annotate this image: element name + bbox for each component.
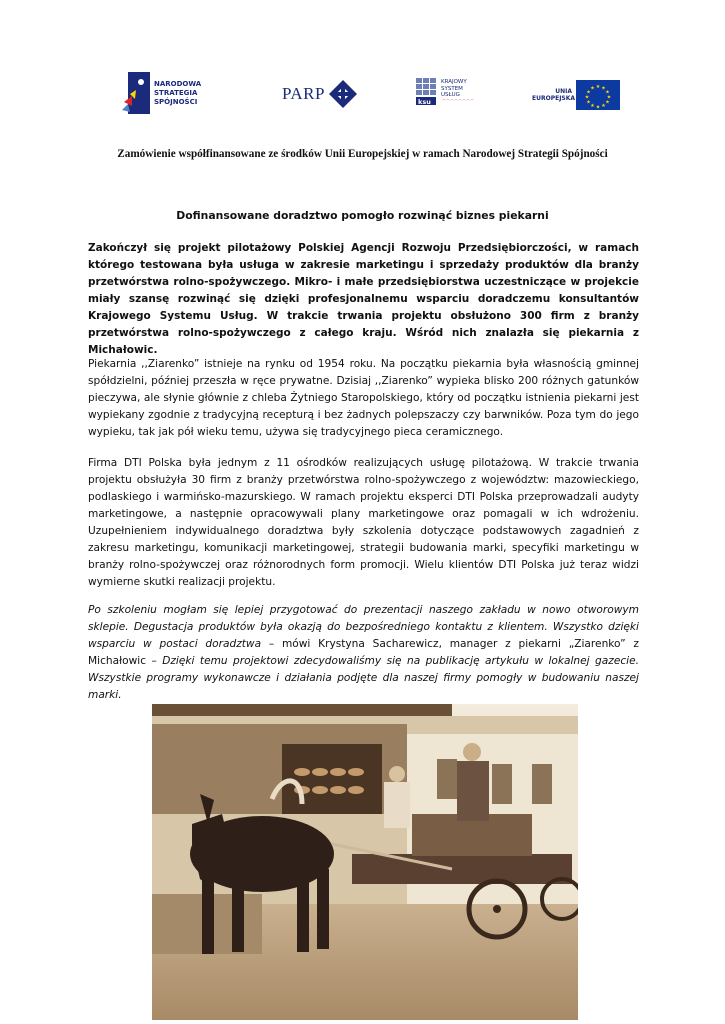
ksu-tagline-decoration: ⌒⌒⌒⌒⌒⌒⌒⌒ — [441, 98, 473, 104]
svg-text:ksu: ksu — [418, 98, 431, 106]
parp-logo — [282, 80, 357, 108]
svg-text:★: ★ — [590, 103, 595, 109]
svg-text:★: ★ — [595, 104, 601, 110]
ksu-logo-text — [441, 79, 473, 105]
ksu-line-3: USŁUG — [441, 92, 460, 98]
parp-diamond-icon — [329, 80, 357, 108]
nss-logo — [122, 72, 232, 114]
svg-text:★: ★ — [590, 85, 595, 92]
article-title: Dofinansowane doradztwo pomogło rozwinąć biznes piekarni — [176, 209, 549, 222]
article-paragraph-1: Piekarnia ,,Ziarenko” istnieje na rynku od 1954 roku. Na początku piekarnia była własnością gminnej spółdzielni, później przeszła w ręce prywatne. Dzisiaj ,,Ziarenko” wypieka blisko 200 różnych gatunków pieczywa, ale słynie głównie z chleba Żytniego Staropolskiego, który od początku istnienia piekarni jest wypiekany zgodnie z tradycyjną recepturą i bez żadnych polepszaczy czy barwników. Poza tym do jego wypieku, tak jak pół wieku temu, używa się tradycyjnego pieca ceramicznego. — [88, 358, 639, 438]
article-paragraph-2: Firma DTI Polska była jednym z 11 ośrodków realizujących usługę pilotażową. W trakcie trwania projektu obsłużyła 30 firm z branży przetwórstwa rolno-spożywczego z województw: mazowieckiego, podlaskiego i warmińsko-mazurskiego. W ramach projektu eksperci DTI Polska przeprowadzali audyty marketingowe, a następnie opracowywali plany marketingowe oraz pomagali w ich wdrożeniu. Uzupełnieniem indywidualnego doradztwa były szkolenia dotyczące podstawowych zagadnień z zakresu marketingu, komunikacji marketingowej, strategii budowania marki, specyfiki marketingu w branży rolno-spożywczej oraz różnorodnych form promocji. Wielu klientów DTI Polska już teraz widzi wymierne skutki realizacji projektu. — [88, 457, 639, 588]
svg-text:★: ★ — [605, 89, 610, 96]
svg-text:★: ★ — [586, 99, 591, 106]
svg-text:★: ★ — [601, 103, 606, 109]
ksu-line-2: SYSTEM — [441, 85, 463, 92]
quote-part-2: Dzięki temu projektowi zdecydowaliśmy się na publikację artykułu w lokalnej gazecie. Wszystkie programy wykonawcze i działania podjęte dla naszej firmy pomogły w budowaniu naszej marki. — [88, 655, 639, 701]
article-lead: Zakończył się projekt pilotażowy Polskiej Agencji Rozwoju Przedsiębiorczości, w ramach którego testowana była usługa w zakresie marketingu i sprzedaży produktów dla branży przetwórstwa rolno-spożywczego. Mikro- i małe przedsiębiorstwa uczestniczące w projekcie miały szansę rozwinąć się dzięki profesjonalnemu wsparciu doradczemu konsultantów Krajowego Systemu Usług. W trakcie trwania projektu obsłużono 300 firm z branży przetwórstwa rolno-spożywczego z całego kraju. Wśród nich znalazła się piekarnia z Michałowic. — [88, 242, 639, 356]
nss-emblem-icon — [122, 72, 150, 114]
eu-logo — [532, 80, 620, 110]
parp-logo-text: PARP — [282, 84, 325, 103]
eu-logo-text: UNIA EUROPEJSKA — [532, 88, 576, 102]
svg-text:★: ★ — [601, 85, 606, 92]
svg-text:★: ★ — [586, 89, 591, 96]
header-logos — [0, 70, 725, 120]
bakery-photo — [152, 704, 578, 1020]
svg-text:★: ★ — [606, 94, 612, 101]
ksu-logo — [416, 78, 473, 106]
nss-logo-text: NARODOWA STRATEGIA SPÓJNOŚCI — [154, 79, 202, 106]
article-quote-paragraph — [88, 602, 639, 704]
ksu-grid-icon — [416, 78, 438, 106]
svg-text:★: ★ — [605, 99, 610, 106]
quote-attribution: – mówi Krystyna Sacharewicz, manager z piekarni „Ziarenko” z Michałowic – — [88, 638, 639, 667]
ksu-line-1: KRAJOWY — [441, 79, 467, 85]
quote-part-1: Po szkoleniu mogłam się lepiej przygotować do prezentacji naszego zakładu w nowo otworowym sklepie. Degustacja produktów była okazją do bezpośredniego kontaktu z klientem. Wszystko dzięki wsparciu w postaci doradztwa — [88, 604, 639, 650]
svg-text:★: ★ — [584, 94, 590, 101]
svg-text:★: ★ — [595, 84, 601, 90]
eu-flag-icon — [576, 80, 620, 110]
funding-note: Zamówienie współfinansowane ze środków Unii Europejskiej w ramach Narodowej Strategii Spójności — [117, 148, 608, 160]
historic-bakery-horse-cart-photo — [152, 704, 578, 1020]
